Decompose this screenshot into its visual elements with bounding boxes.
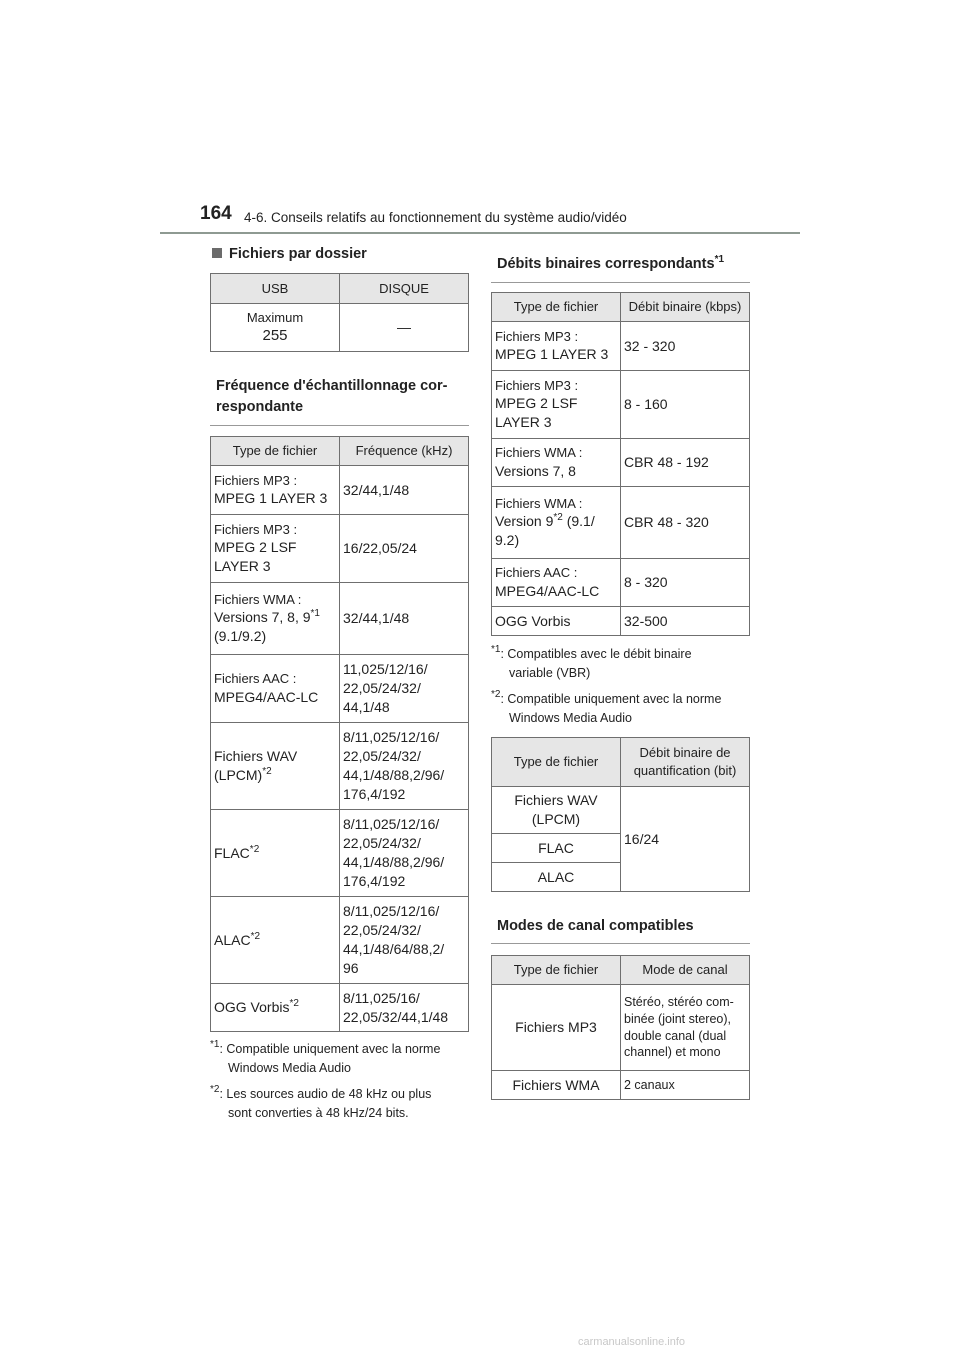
table-row bbox=[211, 723, 469, 810]
table-row bbox=[211, 984, 469, 1032]
cell-file-type: Fichiers MP3 : MPEG 2 LSF LAYER 3 bbox=[492, 371, 621, 439]
cell-file-type: Fichiers WMA bbox=[492, 1071, 621, 1100]
header-disque: DISQUE bbox=[340, 274, 469, 304]
table-row bbox=[492, 371, 750, 439]
footnote-left-1: $^{*1}$: Compatible uniquement avec la norme Windows Media Audio bbox=[210, 1039, 441, 1075]
section-rule bbox=[491, 282, 750, 283]
cell-file-type: Fichiers MP3 bbox=[492, 985, 621, 1071]
section-sampling-frequency: Fréquence d'échantillonnage cor- respondante bbox=[216, 378, 448, 416]
cell-bitrate: CBR 48 - 192 bbox=[621, 439, 750, 487]
table-row bbox=[492, 487, 750, 559]
table-row bbox=[492, 1071, 750, 1100]
cell-file-type: FLAC bbox=[492, 834, 621, 863]
footnote-right-2: $^{*2}$: Compatible uniquement avec la norme Windows Media Audio bbox=[491, 689, 722, 725]
cell-frequency: 16/22,05/24 bbox=[340, 515, 469, 583]
header-quantization: Débit binaire de quantification (bit) bbox=[621, 738, 750, 787]
cell-file-type: Fichiers WAV (LPCM) bbox=[492, 787, 621, 834]
cell-file-type: Fichiers MP3 : MPEG 1 LAYER 3 bbox=[492, 322, 621, 371]
table-row bbox=[492, 607, 750, 636]
cell-bitrate: 8 - 320 bbox=[621, 559, 750, 607]
section-files-per-folder: Fichiers par dossier bbox=[212, 244, 367, 265]
footnote-right-1: $^{*1}$: Compatibles avec le débit binaire variable (VBR) bbox=[491, 644, 692, 680]
cell-frequency: 8/11,025/12/16/ 22,05/24/32/ 44,1/48/88,2/96/ 176,4/192 bbox=[340, 723, 469, 810]
cell-file-type: ALAC$^{*2}$ bbox=[211, 897, 340, 984]
table-row bbox=[211, 515, 469, 583]
cell-channel-mode: 2 canaux bbox=[621, 1071, 750, 1100]
table-row bbox=[211, 810, 469, 897]
header-frequency: Fréquence (kHz) bbox=[340, 437, 469, 466]
table-row bbox=[492, 322, 750, 371]
watermark: carmanualsonline.info bbox=[578, 1336, 686, 1348]
cell-frequency: 32/44,1/48 bbox=[340, 583, 469, 655]
section-bitrates: Débits binaires correspondants$^{*1}$ bbox=[497, 254, 725, 272]
cell-bitrate: 8 - 160 bbox=[621, 371, 750, 439]
section-channel-modes: Modes de canal compatibles bbox=[497, 918, 694, 934]
cell-file-type: OGG Vorbis$^{*2}$ bbox=[211, 984, 340, 1032]
table-row bbox=[492, 787, 750, 834]
footnote-left-2: $^{*2}$: Les sources audio de 48 kHz ou plus sont converties à 48 kHz/24 bits. bbox=[210, 1084, 432, 1120]
cell-file-type: Fichiers AAC : MPEG4/AAC-LC bbox=[211, 655, 340, 723]
cell-file-type: Fichiers WMA : Version 9$^{*2}$ (9.1/ 9.2) bbox=[492, 487, 621, 559]
cell-file-type: ALAC bbox=[492, 863, 621, 892]
page-number: 164 bbox=[200, 203, 232, 224]
table-row bbox=[211, 655, 469, 723]
cell-bitrate: 32 - 320 bbox=[621, 322, 750, 371]
section-rule bbox=[210, 425, 469, 426]
header-file-type: Type de fichier bbox=[492, 738, 621, 787]
table-sampling-frequency bbox=[210, 436, 469, 1032]
cell-file-type: Fichiers AAC : MPEG4/AAC-LC bbox=[492, 559, 621, 607]
table-quantization bbox=[491, 737, 750, 892]
chapter-title: 4-6. Conseils relatifs au fonctionnement du système audio/vidéo bbox=[244, 210, 627, 225]
header-file-type: Type de fichier bbox=[492, 293, 621, 322]
table-row bbox=[211, 466, 469, 515]
cell-file-type: Fichiers WMA : Versions 7, 8, 9$^{*1}$ (9.1/9.2) bbox=[211, 583, 340, 655]
cell-file-type: OGG Vorbis bbox=[492, 607, 621, 636]
header-file-type: Type de fichier bbox=[492, 956, 621, 985]
table-files-per-folder bbox=[210, 273, 469, 352]
table-channel-modes bbox=[491, 955, 750, 1100]
square-bullet-icon bbox=[212, 248, 222, 258]
table-row bbox=[492, 985, 750, 1071]
cell-frequency: 11,025/12/16/ 22,05/24/32/ 44,1/48 bbox=[340, 655, 469, 723]
table-row bbox=[492, 559, 750, 607]
cell-file-type: Fichiers MP3 : MPEG 1 LAYER 3 bbox=[211, 466, 340, 515]
cell-frequency: 32/44,1/48 bbox=[340, 466, 469, 515]
header-bitrate: Débit binaire (kbps) bbox=[621, 293, 750, 322]
cell-disque-value: — bbox=[340, 304, 469, 352]
header-rule bbox=[160, 232, 800, 234]
table-row bbox=[211, 897, 469, 984]
cell-file-type: FLAC$^{*2}$ bbox=[211, 810, 340, 897]
cell-file-type: Fichiers WAV (LPCM)$^{*2}$ bbox=[211, 723, 340, 810]
cell-bitrate: 32-500 bbox=[621, 607, 750, 636]
header-file-type: Type de fichier bbox=[211, 437, 340, 466]
cell-usb-max: Maximum 255 bbox=[211, 304, 340, 352]
cell-file-type: Fichiers WMA : Versions 7, 8 bbox=[492, 439, 621, 487]
section-rule bbox=[491, 943, 750, 944]
cell-quantization: 16/24 bbox=[621, 787, 750, 892]
cell-frequency: 8/11,025/12/16/ 22,05/24/32/ 44,1/48/64/88,2/ 96 bbox=[340, 897, 469, 984]
table-bitrates bbox=[491, 292, 750, 636]
table-row bbox=[492, 439, 750, 487]
header-channel-mode: Mode de canal bbox=[621, 956, 750, 985]
header-usb: USB bbox=[211, 274, 340, 304]
cell-frequency: 8/11,025/12/16/ 22,05/24/32/ 44,1/48/88,2/96/ 176,4/192 bbox=[340, 810, 469, 897]
cell-channel-mode: Stéréo, stéréo com- binée (joint stereo), double canal (dual channel) et mono bbox=[621, 985, 750, 1071]
cell-frequency: 8/11,025/16/ 22,05/32/44,1/48 bbox=[340, 984, 469, 1032]
cell-file-type: Fichiers MP3 : MPEG 2 LSF LAYER 3 bbox=[211, 515, 340, 583]
cell-bitrate: CBR 48 - 320 bbox=[621, 487, 750, 559]
table-row bbox=[211, 583, 469, 655]
